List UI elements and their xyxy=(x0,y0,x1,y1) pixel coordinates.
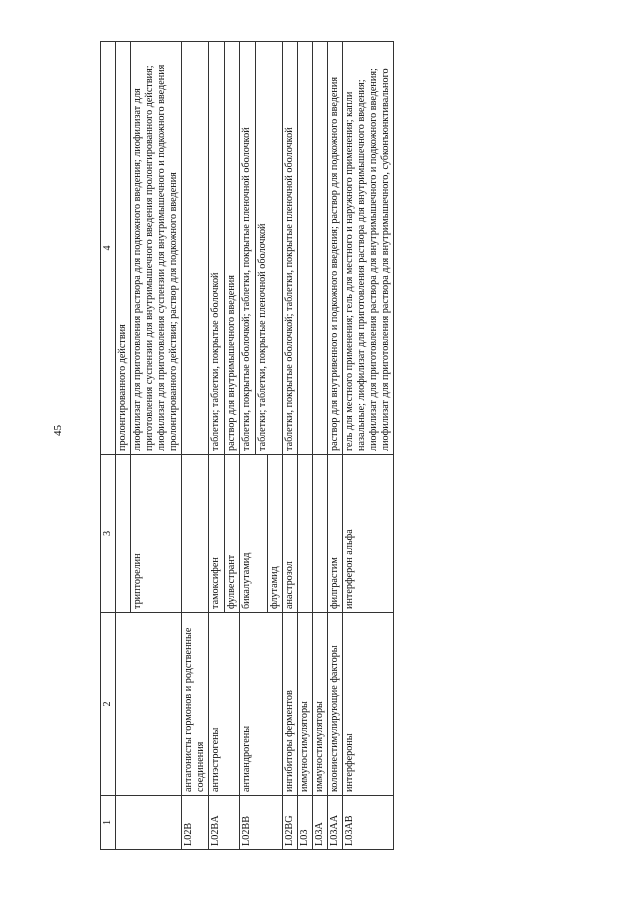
group-name-cell: антиэстрогены xyxy=(209,613,240,796)
group-name-cell: ингибиторы ферментов xyxy=(283,613,298,796)
group-name-cell: колониестимулирующие факторы xyxy=(328,613,343,796)
group-name-cell xyxy=(116,613,182,796)
drug-name-cell xyxy=(116,455,131,613)
drug-name-cell xyxy=(298,455,313,613)
dosage-forms-cell: гель для местного применения; гель для местного и наружного применения; капли назальные; лиофилизат для приготовления раствора для внутримышечного введения; лиофилизат для приготовления раствора для внутримышечного и подкожного введения; лиофилизат для приготовления раствора для внутримышечного, субконъюнктивального xyxy=(343,42,394,455)
dosage-forms-cell xyxy=(182,42,209,455)
dosage-forms: таблетки; таблетки, покрытые оболочкой xyxy=(210,272,221,451)
drug-name-cell xyxy=(209,455,240,613)
table-row xyxy=(328,42,343,850)
group-name-cell: иммуностимуляторы xyxy=(313,613,328,796)
drug-name-cell xyxy=(240,455,283,613)
table-row xyxy=(313,42,328,850)
atc-code-cell xyxy=(116,796,182,850)
dosage-forms-cell: таблетки, покрытые оболочкой; таблетки, покрытые пленочной оболочкой xyxy=(283,42,298,455)
atc-drug-table xyxy=(100,41,394,850)
atc-code-cell: L02B xyxy=(182,796,209,850)
atc-code-cell: L03AA xyxy=(328,796,343,850)
dosage-forms-cell xyxy=(313,42,328,455)
table-header-row xyxy=(101,42,116,850)
drug-name-cell: трипторелин xyxy=(131,455,182,613)
drug-name: тамоксифен xyxy=(210,557,221,609)
rotated-table-wrapper xyxy=(100,42,582,850)
table-row xyxy=(283,42,298,850)
dosage-forms-cell: пролонгированного действия xyxy=(116,42,131,455)
dosage-forms: раствор для внутримышечного введения xyxy=(224,42,238,454)
drug-name: флутамид xyxy=(267,455,281,612)
atc-code-cell: L03A xyxy=(313,796,328,850)
dosage-forms-cell: раствор для внутривенного и подкожного введения; раствор для подкожного введения xyxy=(328,42,343,455)
table-row xyxy=(209,42,240,850)
dosage-forms-cell xyxy=(240,42,283,455)
drug-name-cell xyxy=(182,455,209,613)
drug-name: бикалутамид xyxy=(241,552,252,609)
table-row xyxy=(116,42,131,850)
dosage-forms-cell xyxy=(298,42,313,455)
drug-name: фулвестрант xyxy=(224,455,238,612)
table-row xyxy=(240,42,283,850)
atc-code-cell: L02BB xyxy=(240,796,283,850)
drug-name-cell xyxy=(313,455,328,613)
column-header-2: 2 xyxy=(101,613,116,796)
dosage-forms: таблетки; таблетки, покрытые пленочной оболочкой xyxy=(255,42,269,454)
drug-name-cell: интерферон альфа xyxy=(343,455,394,613)
atc-code-cell: L02BG xyxy=(283,796,298,850)
atc-code-cell: L02BA xyxy=(209,796,240,850)
atc-code-cell: L03 xyxy=(298,796,313,850)
page-number: 45 xyxy=(52,425,64,436)
table-row xyxy=(343,42,394,850)
column-header-3: 3 xyxy=(101,455,116,613)
group-name-cell: иммуностимуляторы xyxy=(298,613,313,796)
dosage-forms: таблетки, покрытые оболочкой; таблетки, покрытые пленочной оболочкой xyxy=(241,127,252,451)
drug-name-cell: филграстим xyxy=(328,455,343,613)
column-header-1: 1 xyxy=(101,796,116,850)
group-name-cell: интерфероны xyxy=(343,613,394,796)
drug-name-cell: анастрозол xyxy=(283,455,298,613)
group-name-cell: антагонисты гормонов и родственные соединения xyxy=(182,613,209,796)
group-name-cell: антиандрогены xyxy=(240,613,283,796)
atc-code-cell: L03AB xyxy=(343,796,394,850)
column-header-4: 4 xyxy=(101,42,116,455)
table-row xyxy=(182,42,209,850)
dosage-forms-cell: лиофилизат для приготовления раствора для подкожного введения; лиофилизат для приготовления суспензии для внутримышечного введения пролонгированного действия; лиофилизат для приготовления суспензии для внутримышечного и подкожного введения пролонгированного действия; раствор для подкожного введения xyxy=(131,42,182,455)
dosage-forms-cell xyxy=(209,42,240,455)
table-row xyxy=(298,42,313,850)
